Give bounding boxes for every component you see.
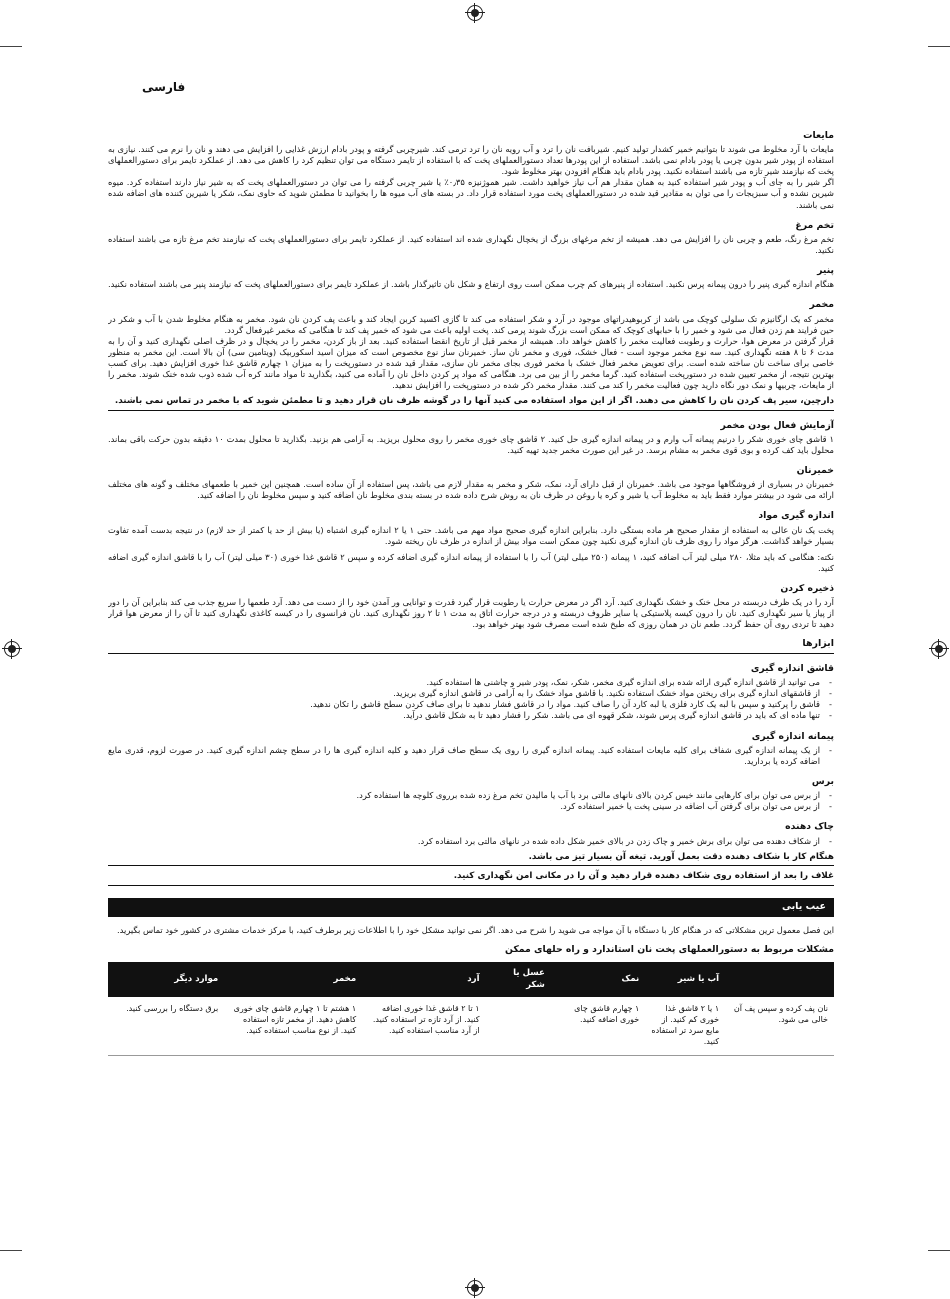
table-row bbox=[108, 997, 834, 1055]
column-header: مخمر bbox=[224, 962, 362, 997]
table-cell bbox=[486, 997, 551, 1055]
table-cell: نان پف کرده و سپس پف آن خالی می شود. bbox=[725, 997, 834, 1055]
paragraph: آرد را در یک ظرف دربسته در محل خنک و خشک نگهداری کنید. آرد اگر در معرض حرارت یا رطوبت قرار گیرد قدرت و توانایی ور آمدن خود را از دست می دهد. آرد طعمها را سریع جذب می کند بنابراین آن را دور از پیاز یا سیر نگهداری کنید. نان را درون کیسه پلاستیکی یا سایر ظروف دربسته و در درجه حرارت اتاق به مدت ۱ تا ۲ روز نگهداری کنید. نان فرانسوی را در کیسه کاغذی نگهداری کنید تا آن را از معرض هوا قرار دهید تا تردی روی آن حفظ گردد. طعم نان در همان روزی که طبخ شده است مصرف شود بهتر خواهد بود. bbox=[108, 597, 834, 630]
section-title-storage: ذخیره کردن bbox=[780, 582, 834, 594]
slasher-warning-2: غلاف را بعد از استفاده روی شکاف دهنده قرار دهید و آن را در مکانی امن نگهداری کنید. bbox=[108, 871, 834, 886]
paragraph: ۱ قاشق چای خوری شکر را درنیم پیمانه آب وارم و در پیمانه اندازه گیری حل کنید. ۲ قاشق چای خوری مخمر را روی محلول بریزید. به آرامی هم بزنید. بگذارید تا محلول بمدت ۱۰ دقیقه بدون حرکت باقی بماند. محلول باید کف کرده و بوی قوی مخمر به مشام برسد. در غیر این صورت مخمر جدید تهیه کنید. bbox=[108, 433, 834, 456]
tool-title-cup: پیمانه اندازه گیری bbox=[751, 730, 834, 742]
table-header-row bbox=[108, 962, 834, 997]
section-title-egg: تخم مرغ bbox=[795, 219, 834, 231]
column-header: آرد bbox=[362, 962, 485, 997]
table-cell: ۱ تا ۲ قاشق غذا خوری اضافه کنید. از آرد تازه تر استفاده کنید. از آرد مناسب استفاده کنید. bbox=[362, 997, 485, 1055]
paragraph: هنگام اندازه گیری پنیر را درون پیمانه پرس نکنید. استفاده از پنیرهای کم چرب ممکن است روی ارتفاع و شکل نان تاثیرگذار باشد. از عملکرد تایمر برای دستورالعملهای پخت که نیازمند پنیر می باشند استفاده نکنید. bbox=[108, 279, 834, 290]
troubleshooting-band: عیب یابی bbox=[108, 898, 834, 917]
list-item: - از قاشقهای اندازه گیری برای ریختن مواد خشک استفاده نکنید. با قاشق مواد خشک را به آرامی در قاشق اندازه گیری بریزید. bbox=[108, 688, 820, 699]
paragraph: قرار گرفتن در معرض هوا، حرارت و رطوبت فعالیت مخمر را کاهش خواهد داد. همیشه از مخمر قبل از تاریخ انقضا استفاده کنید. بعد از باز کردن، مخمر را در یخچال و در ظرف اصلی نگهداری کنید و آن را به مدت ۶ تا ۸ هفته نگهداری کنید. سه نوع مخمر موجود است - فعال خشک، فوری و مخمر نان ساز. خمیرنان ساز نوع مخصوص است که میزان اسید اسکوربیک (ویتامین سی) آن بالا است. این مخمر به منظور خاصی برای ساخت نان ساخته شده است. برای تعویض مخمر فعال خشک با مخمر فوری بجای مخمر نان سازی، مقدار قید شده در دستورپخت را به میزان ۱ چهارم قاشق غذا خوری افزایش دهید. برای کسب بهترین نتیجه، از مخمر تعیین شده در دستورپخت استفاده کنید. گرما مخمر را از بین می برد. هنگامی که مواد پر کردن داخل نان را آماده می کنید، بگذارید تا مواد مانند کره آب شده ذوب شده خنک شوند. مخمر را از مایعات، چربیها و نمک دور نگاه دارید چون فعالیت مخمر را کند می کنند. مقدار مخمر ذکر شده در دستورپخت را افزایش ندهید. bbox=[108, 335, 834, 390]
list-item: - از برس می توان برای گرفتن آب اضافه در سینی پخت یا خمیر استفاده کرد. bbox=[108, 801, 820, 812]
table-cell: ۱ چهارم قاشق چای خوری اضافه کنید. bbox=[551, 997, 645, 1055]
registration-mark-left bbox=[4, 641, 20, 657]
tool-title-slasher: چاک دهنده bbox=[785, 821, 834, 833]
section-title-proof: آزمایش فعال بودن مخمر bbox=[720, 419, 834, 431]
column-header: نمک bbox=[551, 962, 645, 997]
paragraph: پخت یک نان عالی به استفاده از مقدار صحیح هر ماده بستگی دارد. بنابراین اندازه گیری صحیح مواد مهم می باشد. حتی ۱ یا ۲ اندازه گیری اشتباه (یا بیش از حد یا کمتر از حد لازم) در نتیجه بدست آمده تفاوت بسیار خواهد گذاشت. هرگز مواد را روی ظرف نان اندازه گیری نکنید چون ممکن است مواد بیش از اندازه در ظرف نان ریخته شود. bbox=[108, 524, 834, 546]
column-header: موارد دیگر bbox=[108, 962, 224, 997]
language-label: فارسی bbox=[142, 80, 186, 94]
registration-mark-top bbox=[467, 5, 483, 21]
troubleshooting-table bbox=[108, 962, 834, 1055]
crop-mark bbox=[928, 1250, 950, 1251]
paragraph: خمیرنان در بسیاری از فروشگاهها موجود می باشد. خمیرنان از قبل دارای آرد، نمک، شکر و مخمر به مقدار لازم می باشد، پس استفاده از آن ساده است. همچنین این خمیر با طعمهای مختلف و گونه های مختلف ارائه می شود در بیشتر موارد فقط باید به مخلوط آب یا شیر و کره یا روغن در ظرف نان به روش شرح داده شده در بسته بندی مخلوط نان اضافه کنید و سپس مخلوط نان را اضافه کنید. bbox=[108, 479, 834, 501]
section-title-measure: اندازه گیری مواد bbox=[758, 510, 834, 522]
section-title-yeast: مخمر bbox=[809, 299, 834, 311]
measure-note: نکته: هنگامی که باید مثلا، ۲۸۰ میلی لیتر آب اضافه کنید، ۱ پیمانه (۲۵۰ میلی لیتر) آب را با استفاده از پیمانه اندازه گیری اضافه کرده و سپس ۲ قاشق غذا خوری (۳۰ میلی لیتر) آب را با قاشق اندازه گیری اضافه کنید. bbox=[108, 551, 834, 573]
troubleshooting-table-title: مشکلات مربوط به دستورالعملهای پخت نان استاندارد و راه حلهای ممکن bbox=[505, 943, 834, 955]
list-item: - قاشق را پرکنید و سپس با لبه یک کارد فلزی یا لبه کارد آن را صاف کنید. مواد را در قاشق فشار ندهید تا برای صاف کردن سطح قاشق را تکان ندهید. bbox=[108, 699, 820, 710]
column-header bbox=[725, 962, 834, 997]
paragraph: مایعات با آرد مخلوط می شوند تا بتوانیم خمیر کشدار تولید کنیم. شیربافت نان را ترد و آب رویه نان را ترد ترمی کند. شیرچربی گرفته و پودر بادام ارزش غذایی را افزایش می دهند و نان را نرم می کنند. نیازی به استفاده از پودر شیر بدون چربی یا پودر بادام نمی باشد. استفاده از این پودرها تعداد دستورالعملهای پخت که با استفاده از تایمر دستگاه می توان تنظیم کرد را کاهش می دهد. از عملکرد تایمر برای دستورالعملهای پخت که نیازمند شیر تازه می باشند استفاده نکنید. پودر بادام باید هنگام افزودن بهتر مخلوط شود. bbox=[108, 144, 834, 177]
list-item: - تنها ماده ای که باید در قاشق اندازه گیری پرس شوند، شکر قهوه ای می باشد. شکر را فشار دهید تا به شکل قاشق درآید. bbox=[108, 710, 820, 721]
paragraph: اگر شیر را به جای آب و پودر شیر استفاده کنید به همان مقدار هم آب نیاز خواهید داشت. شیر هموژنیزه ۰٫۳۵٪ یا شیر چربی گرفته را می توان در دستورالعملهای پخت که به شیر نیاز دارند استفاده کرد. میوه شیرین نشده و آب سبزیجات را می توان به مقادیر قید شده در دستورالعملهای پخت مورد استفاده قرار داد. در بسته های آب میوه ها را بخوانید تا مطمئن شوید که حاوی نمک، شکر یا شیرین کننده های اضافه شده نمی باشند. bbox=[108, 177, 834, 210]
crop-mark bbox=[0, 1250, 22, 1251]
table-cell: برق دستگاه را بررسی کنید. bbox=[108, 997, 224, 1055]
troubleshooting-intro: این فصل معمول ترین مشکلاتی که در هنگام کار با دستگاه با آن مواجه می شوید را شرح می دهد. اگر نمی توانید مشکل خود را با اطلاعات زیر برطرف کنید، با مرکز خدمات مشتری در کشور خود تماس بگیرید. bbox=[117, 924, 834, 935]
crop-mark bbox=[0, 46, 22, 47]
yeast-warning: دارچین، سیر پف کردن نان را کاهش می دهند. اگر از این مواد استفاده می کنید آنها را در گوشه ظرف نان قرار دهید و تا مطمئن شوید که با مخمر در تماس نمی باشند. bbox=[108, 396, 834, 411]
brush-list bbox=[108, 790, 834, 812]
column-header: عسل یا شکر bbox=[486, 962, 551, 997]
list-item: - می توانید از قاشق اندازه گیری ارائه شده برای اندازه گیری مخمر، شکر، نمک، پودر شیر و چاشنی ها استفاده کنید. bbox=[108, 677, 820, 688]
spoons-list bbox=[108, 677, 834, 721]
tool-title-spoons: قاشق اندازه گیری bbox=[750, 663, 834, 675]
table-cell: ۱ هشتم تا ۱ چهارم قاشق چای خوری کاهش دهید. از مخمر تازه استفاده کنید. از نوع مناسب استفاده کنید. bbox=[224, 997, 362, 1055]
slasher-warning-1: هنگام کار با شکاف دهنده دقت بعمل آورید. تیغه آن بسیار تیز می باشد. bbox=[108, 852, 834, 867]
tools-title: ابزارها bbox=[108, 638, 834, 654]
list-item: - از برس می توان برای کارهایی مانند خیس کردن بالای نانهای مالتی برد با آب یا مالیدن تخم مرغ زده شده برروی کلوچه ها استفاده کرد. bbox=[108, 790, 820, 801]
list-item: - از شکاف دهنده می توان برای برش خمیر و چاک زدن در بالای خمیر شکل داده شده در نانهای مالتی برد استفاده کرد. bbox=[108, 836, 820, 847]
registration-mark-bottom bbox=[467, 1280, 483, 1296]
column-header: آب یا شیر bbox=[645, 962, 725, 997]
tool-title-brush: برس bbox=[811, 775, 834, 787]
slasher-list bbox=[108, 836, 834, 847]
list-item: - از یک پیمانه اندازه گیری شفاف برای کلیه مایعات استفاده کنید. پیمانه اندازه گیری را روی یک سطح صاف قرار دهید و کلیه اندازه گیری ها را در سطح چشم اندازه گیری کنید. در صورت لزوم، قدری مایع اضافه کرده یا بردارید. bbox=[108, 745, 820, 767]
registration-mark-right bbox=[931, 641, 947, 657]
section-title-liquids: مایعات bbox=[803, 130, 834, 141]
cup-list bbox=[108, 745, 834, 767]
paragraph: تخم مرغ رنگ، طعم و چربی نان را افزایش می دهد. همیشه از تخم مرغهای بزرگ از یخچال نگهداری شده اند استفاده کنید. از عملکرد تایمر برای دستورالعملهای پخت که نیازمند تخم مرغ تازه می باشند استفاده نکنید. bbox=[108, 233, 834, 255]
crop-mark bbox=[928, 46, 950, 47]
table-cell: ۱ یا ۲ قاشق غذا خوری کم کنید. از مایع سرد تر استفاده کنید. bbox=[645, 997, 725, 1055]
section-title-cheese: پنیر bbox=[817, 264, 834, 276]
section-title-dough: خمیرنان bbox=[796, 465, 834, 477]
paragraph: مخمر که یک ارگانیزم تک سلولی کوچک می باشد از کربوهیدراتهای موجود در آرد و شکر استفاده می کند تا گازی اکسید کربن ایجاد کند و باعث پف کردن نان شود. مخمر به هنگام مخلوط شدن با آب و شکر در حین فرایند هم زدن فعال می شود و خمیر را با حبابهای کوچک که ممکن است بزرگ شوند پرمی کند. پخت اولیه باعث می شود که خمیر پف کند تا هنگامی که مخمر غیرفعال گردد. bbox=[108, 313, 834, 335]
document-body bbox=[108, 130, 834, 1255]
